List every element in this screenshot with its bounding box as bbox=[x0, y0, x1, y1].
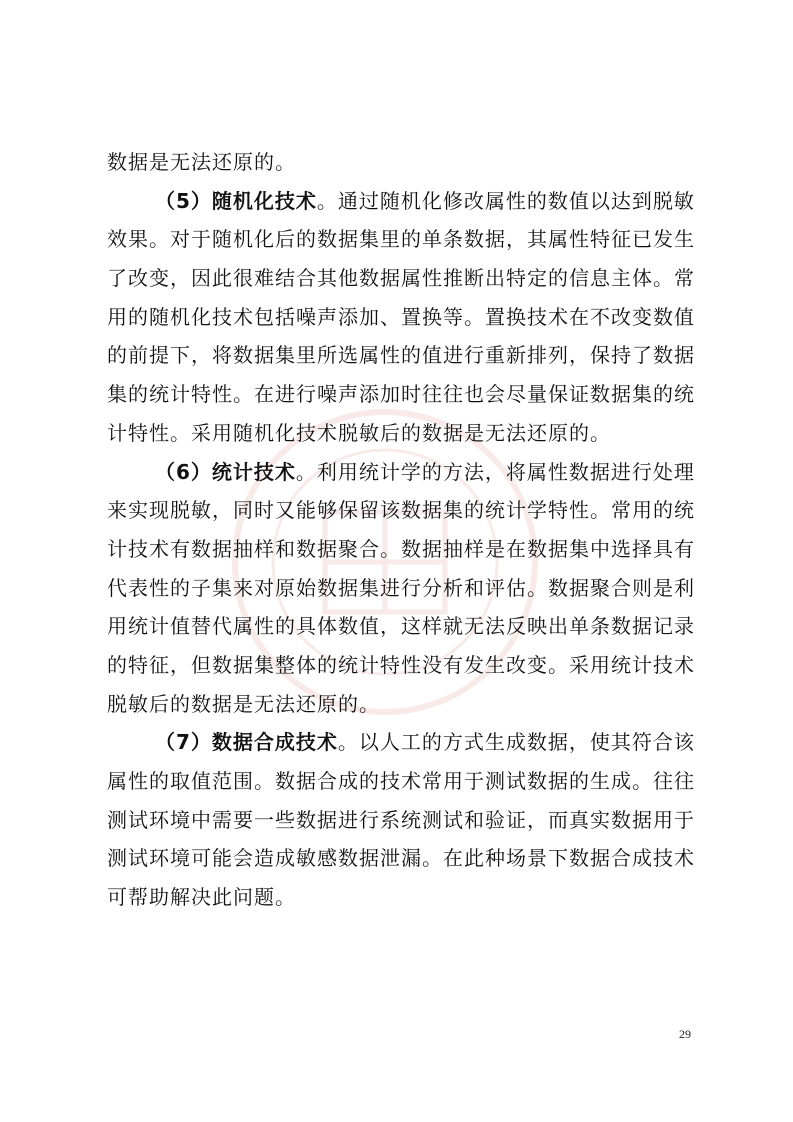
text-line: 效果。对于随机化后的数据集里的单条数据，其属性特征已发生 bbox=[107, 227, 695, 252]
text-line: 脱敏后的数据是无法还原的。 bbox=[107, 691, 380, 716]
text-line: 计技术有数据抽样和数据聚合。数据抽样是在数据集中选择具有 bbox=[107, 536, 695, 561]
paragraph-first-line: （7）数据合成技术。以人工的方式生成数据，使其符合该 bbox=[155, 730, 695, 755]
text-line: 来实现脱敏，同时又能够保留该数据集的统计学特性。常用的统 bbox=[107, 498, 695, 523]
text-line: 计特性。采用随机化技术脱敏后的数据是无法还原的。 bbox=[107, 420, 611, 445]
text-line: 数据是无法还原的。 bbox=[107, 150, 296, 174]
text-line: 测试环境中需要一些数据进行系统测试和验证，而真实数据用于 bbox=[107, 807, 695, 832]
section-heading: （6）统计技术 bbox=[155, 459, 296, 484]
text-line: 的特征，但数据集整体的统计特性没有发生改变。采用统计技术 bbox=[107, 652, 695, 677]
text-line: 用统计值替代属性的具体数值，这样就无法反映出单条数据记录 bbox=[107, 614, 695, 639]
section-heading: （7）数据合成技术 bbox=[155, 730, 338, 755]
text-line: 了改变，因此很难结合其他数据属性推断出特定的信息主体。常 bbox=[107, 266, 695, 291]
text-line: 用的随机化技术包括噪声添加、置换等。置换技术在不改变数值 bbox=[107, 304, 695, 329]
page-number: 29 bbox=[679, 1027, 691, 1041]
paragraph-first-line: （6）统计技术。利用统计学的方法，将属性数据进行处理 bbox=[155, 459, 695, 484]
text-line: 的前提下，将数据集里所选属性的值进行重新排列，保持了数据 bbox=[107, 343, 695, 368]
paragraph-first-line: （5）随机化技术。通过随机化修改属性的数值以达到脱敏 bbox=[155, 188, 695, 213]
section-heading: （5）随机化技术 bbox=[155, 188, 317, 213]
text-line: 集的统计特性。在进行噪声添加时往往也会尽量保证数据集的统 bbox=[107, 382, 695, 407]
text-line: 测试环境可能会造成敏感数据泄漏。在此种场景下数据合成技术 bbox=[107, 846, 695, 871]
text-line: 可帮助解决此问题。 bbox=[107, 885, 296, 910]
document-body bbox=[107, 143, 693, 917]
text-line: 属性的取值范围。数据合成的技术常用于测试数据的生成。往往 bbox=[107, 769, 695, 793]
text-line: 代表性的子集来对原始数据集进行分析和评估。数据聚合则是利 bbox=[107, 575, 695, 600]
